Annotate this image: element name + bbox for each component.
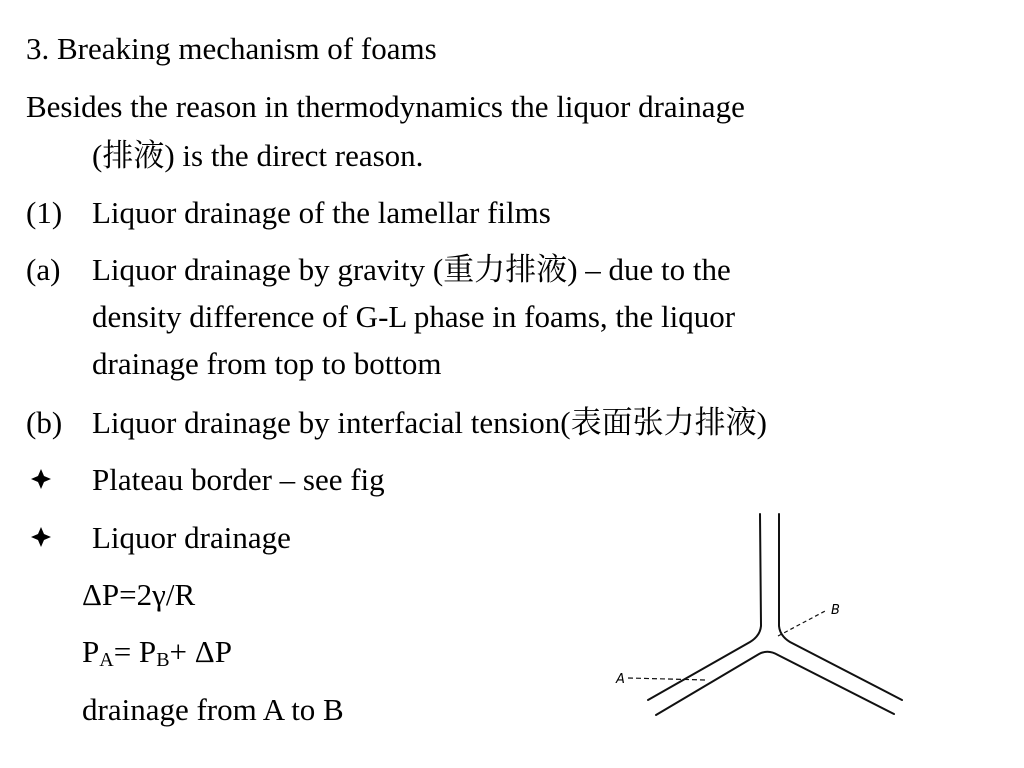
item-a-line-1: Liquor drainage by gravity (重力排液) – due to the bbox=[92, 252, 731, 287]
item-marker-a: (a) bbox=[26, 252, 61, 287]
equation-laplace: ΔP=2γ/R bbox=[82, 577, 196, 612]
eq-sub-b: B bbox=[156, 649, 170, 671]
bullet-plateau-border: Plateau border – see fig bbox=[92, 462, 385, 497]
item-marker-1: (1) bbox=[26, 195, 63, 230]
equation-pressure bbox=[82, 628, 232, 675]
diamond-bullet-icon bbox=[30, 526, 52, 548]
plateau-border-figure bbox=[608, 508, 908, 723]
diamond-bullet-icon bbox=[30, 468, 52, 490]
eq-mid: = P bbox=[113, 634, 157, 669]
item-1-text: Liquor drainage of the lamellar films bbox=[92, 195, 551, 230]
slide-heading: 3. Breaking mechanism of foams bbox=[26, 31, 437, 66]
eq-tail: + ΔP bbox=[169, 634, 232, 669]
item-a-line-3: drainage from top to bottom bbox=[92, 346, 442, 381]
figure-label-a: A bbox=[616, 672, 625, 687]
item-a-line-2: density difference of G-L phase in foams, the liquor bbox=[92, 299, 736, 334]
eq-sub-a: A bbox=[99, 649, 114, 671]
intro-line-1: Besides the reason in thermodynamics the liquor drainage bbox=[26, 89, 745, 124]
intro-line-2: (排液) is the direct reason. bbox=[92, 138, 424, 173]
bullet-liquor-drainage: Liquor drainage bbox=[92, 520, 291, 555]
drainage-conclusion: drainage from A to B bbox=[82, 692, 344, 727]
item-b-text: Liquor drainage by interfacial tension(表面张力排液) bbox=[92, 405, 767, 440]
item-marker-b: (b) bbox=[26, 405, 63, 440]
eq-p: P bbox=[82, 634, 100, 669]
figure-label-b: B bbox=[831, 603, 840, 618]
